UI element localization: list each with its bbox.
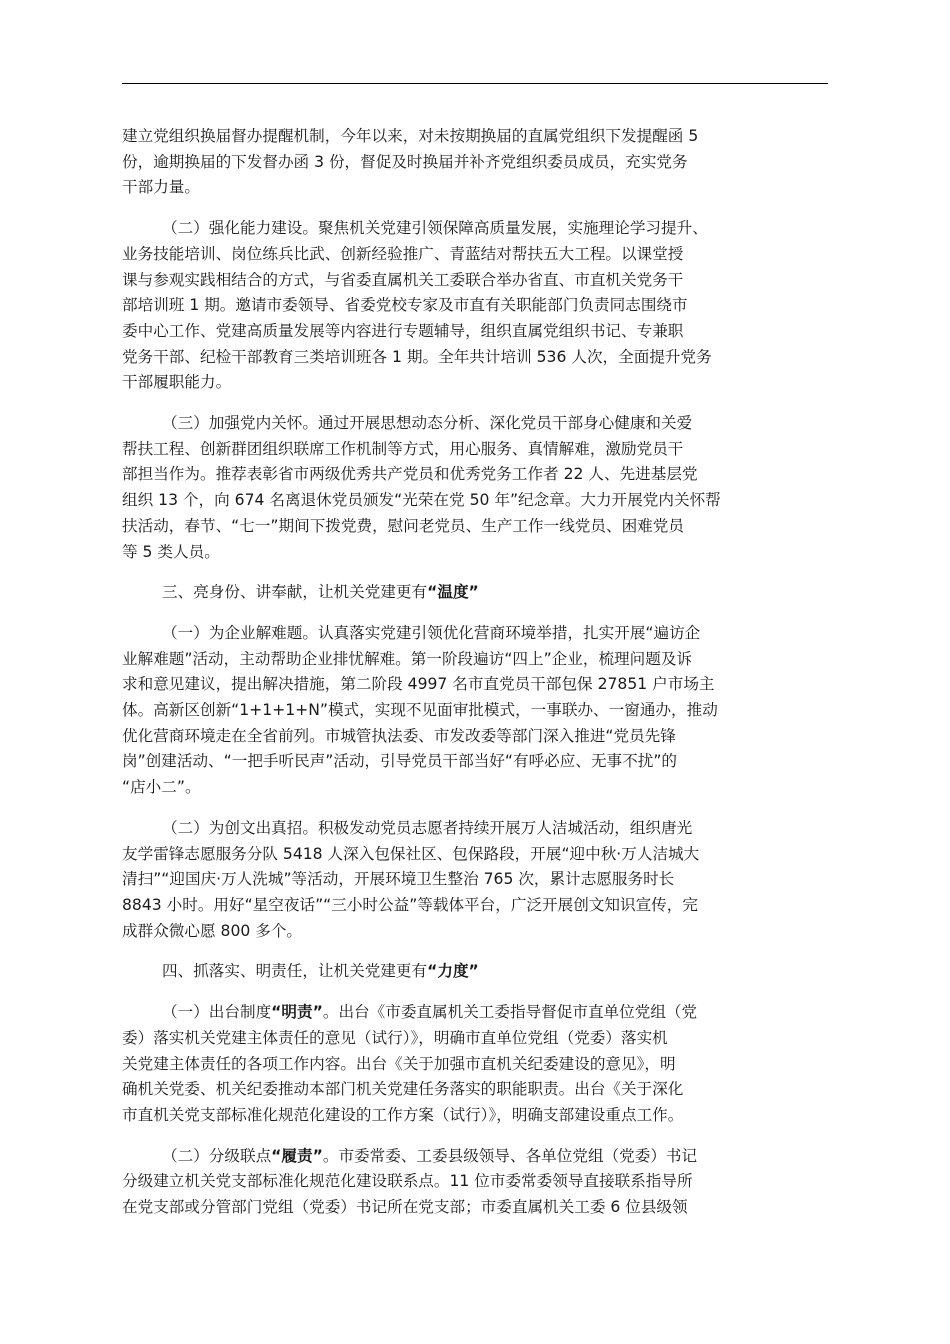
text-line: 组织 13 个，向 674 名离退休党员颁发“光荣在党 50 年”纪念章。大力开展党内关怀帮 bbox=[122, 491, 721, 510]
text-line: 体。高新区创新“1+1+1+N”模式，实现不见面审批模式，一事联办、一窗通办，推动 bbox=[122, 701, 718, 720]
text-line: 帮扶工程、创新群团组织联席工作机制等方式，用心服务、真情解难，激励党员干 bbox=[122, 439, 684, 458]
paragraph-responsibility-system bbox=[122, 1000, 828, 1129]
text-line: （二）强化能力建设。聚焦机关党建引领保障高质量发展，实施理论学习提升、 bbox=[162, 219, 708, 238]
heading-text: 四、抓落实、明责任，让机关党建更有 bbox=[162, 962, 428, 981]
paragraph-organization-renewal bbox=[122, 124, 828, 201]
text-line: 部培训班 1 期。邀请市委领导、省委党校专家及市直有关职能部门负责同志围绕市 bbox=[122, 296, 688, 315]
text-line: 份，逾期换届的下发督办函 3 份，督促及时换届并补齐党组织委员成员，充实党务 bbox=[122, 152, 688, 171]
text-line: 市直机关党支部标准化规范化建设的工作方案（试行）》，明确支部建设重点工作。 bbox=[122, 1105, 684, 1124]
text-line: “店小二”。 bbox=[122, 778, 201, 797]
text-line: 扶活动，春节、“七一”期间下拨党费，慰问老党员、生产工作一线党员、困难党员 bbox=[122, 516, 684, 535]
paragraph-party-care bbox=[122, 411, 828, 565]
text-line: 业务技能培训、岗位练兵比武、创新经验推广、青蓝结对帮扶五大工程。以课堂授 bbox=[122, 244, 684, 263]
text-line bbox=[122, 1144, 828, 1170]
text-line: 8843 小时。用好“星空夜话”“三小时公益”等载体平台，广泛开展创文知识宣传，完 bbox=[122, 895, 698, 914]
heading-emphasis: “温度” bbox=[427, 583, 479, 602]
section-heading-three bbox=[122, 580, 828, 606]
inline-emphasis: “明责” bbox=[271, 1003, 323, 1022]
text-line: 建立党组织换届督办提醒机制，今年以来，对未按期换届的直属党组织下发提醒函 5 bbox=[122, 127, 699, 145]
text-line: 清扫”“迎国庆·万人洗城”等活动，开展环境卫生整治 765 次，累计志愿服务时长 bbox=[122, 870, 675, 889]
inline-text: （一）出台制度 bbox=[162, 1003, 272, 1022]
text-line: 委中心工作、党建高质量发展等内容进行专题辅导，组织直属党组织书记、专兼职 bbox=[122, 321, 684, 340]
text-line: 分级建立机关党支部标准化规范化建设联系点。11 位市委常委领导直接联系指导所 bbox=[122, 1172, 693, 1191]
text-line: 委）落实机关党建主体责任的意见（试行）》，明确市直单位党组（党委）落实机 bbox=[122, 1028, 668, 1047]
inline-emphasis: “履责” bbox=[271, 1146, 323, 1165]
text-line: 友学雷锋志愿服务分队 5418 人深入包保社区、包保路段，开展“迎中秋·万人洁城大 bbox=[122, 844, 700, 863]
heading-emphasis: “力度” bbox=[427, 962, 479, 981]
text-line: 部担当作为。推荐表彰省市两级优秀共产党员和优秀党务工作者 22 人、先进基层党 bbox=[122, 465, 698, 484]
text-line: 等 5 类人员。 bbox=[122, 542, 220, 561]
text-line: 确机关党委、机关纪委推动本部门机关党建任务落实的职能职责。出台《关于深化 bbox=[122, 1080, 684, 1099]
inline-text: 。市委常委、工委县级领导、各单位党组（党委）书记 bbox=[322, 1146, 698, 1165]
text-line: （三）加强党内关怀。通过开展思想动态分析、深化党员干部身心健康和关爱 bbox=[162, 414, 693, 433]
text-line: （一）为企业解难题。认真落实党建引领优化营商环境举措，扎实开展“遍访企 bbox=[162, 623, 701, 642]
text-line bbox=[122, 1000, 828, 1026]
paragraph-enterprise-support bbox=[122, 621, 828, 801]
text-line: （二）为创文出真招。积极发动党员志愿者持续开展万人洁城活动，组织唐光 bbox=[162, 818, 693, 837]
heading-text: 三、亮身份、讲奉献，让机关党建更有 bbox=[162, 583, 428, 602]
paragraph-capacity-building bbox=[122, 216, 828, 396]
text-line: 业解难题”活动，主动帮助企业排忧解难。第一阶段遍访“四上”企业，梳理问题及诉 bbox=[122, 649, 693, 668]
section-heading-four bbox=[122, 959, 828, 985]
text-line: 干部力量。 bbox=[122, 178, 200, 197]
text-line: 干部履职能力。 bbox=[122, 373, 232, 392]
header-rule bbox=[122, 83, 828, 84]
text-line: 岗”创建活动、“一把手听民声”活动，引导党员干部当好“有呼必应、无事不扰”的 bbox=[122, 752, 677, 771]
inline-text: 。出台《市委直属机关工委指导督促市直单位党组（党 bbox=[322, 1003, 698, 1022]
paragraph-civilization-campaign bbox=[122, 816, 828, 945]
text-line: 求和意见建议，提出解决措施，第二阶段 4997 名市直党员干部包保 27851 户市场主 bbox=[122, 675, 715, 694]
text-line: 成群众微心愿 800 多个。 bbox=[122, 921, 303, 940]
document-body bbox=[122, 124, 828, 1236]
text-line: 在党支部或分管部门党组（党委）书记所在党支部；市委直属机关工委 6 位县级领 bbox=[122, 1198, 688, 1217]
text-line: 党务干部、纪检干部教育三类培训班各 1 期。全年共计培训 536 人次，全面提升党务 bbox=[122, 347, 712, 366]
text-line: 课与参观实践相结合的方式，与省委直属机关工委联合举办省直、市直机关党务干 bbox=[122, 270, 684, 289]
text-line: 优化营商环境走在全省前列。市城管执法委、市发改委等部门深入推进“党员先锋 bbox=[122, 726, 676, 745]
text-line: 关党建主体责任的各项工作内容。出台《关于加强市直机关纪委建设的意见》，明 bbox=[122, 1054, 676, 1073]
inline-text: （二）分级联点 bbox=[162, 1146, 272, 1165]
paragraph-tiered-contact bbox=[122, 1144, 828, 1221]
